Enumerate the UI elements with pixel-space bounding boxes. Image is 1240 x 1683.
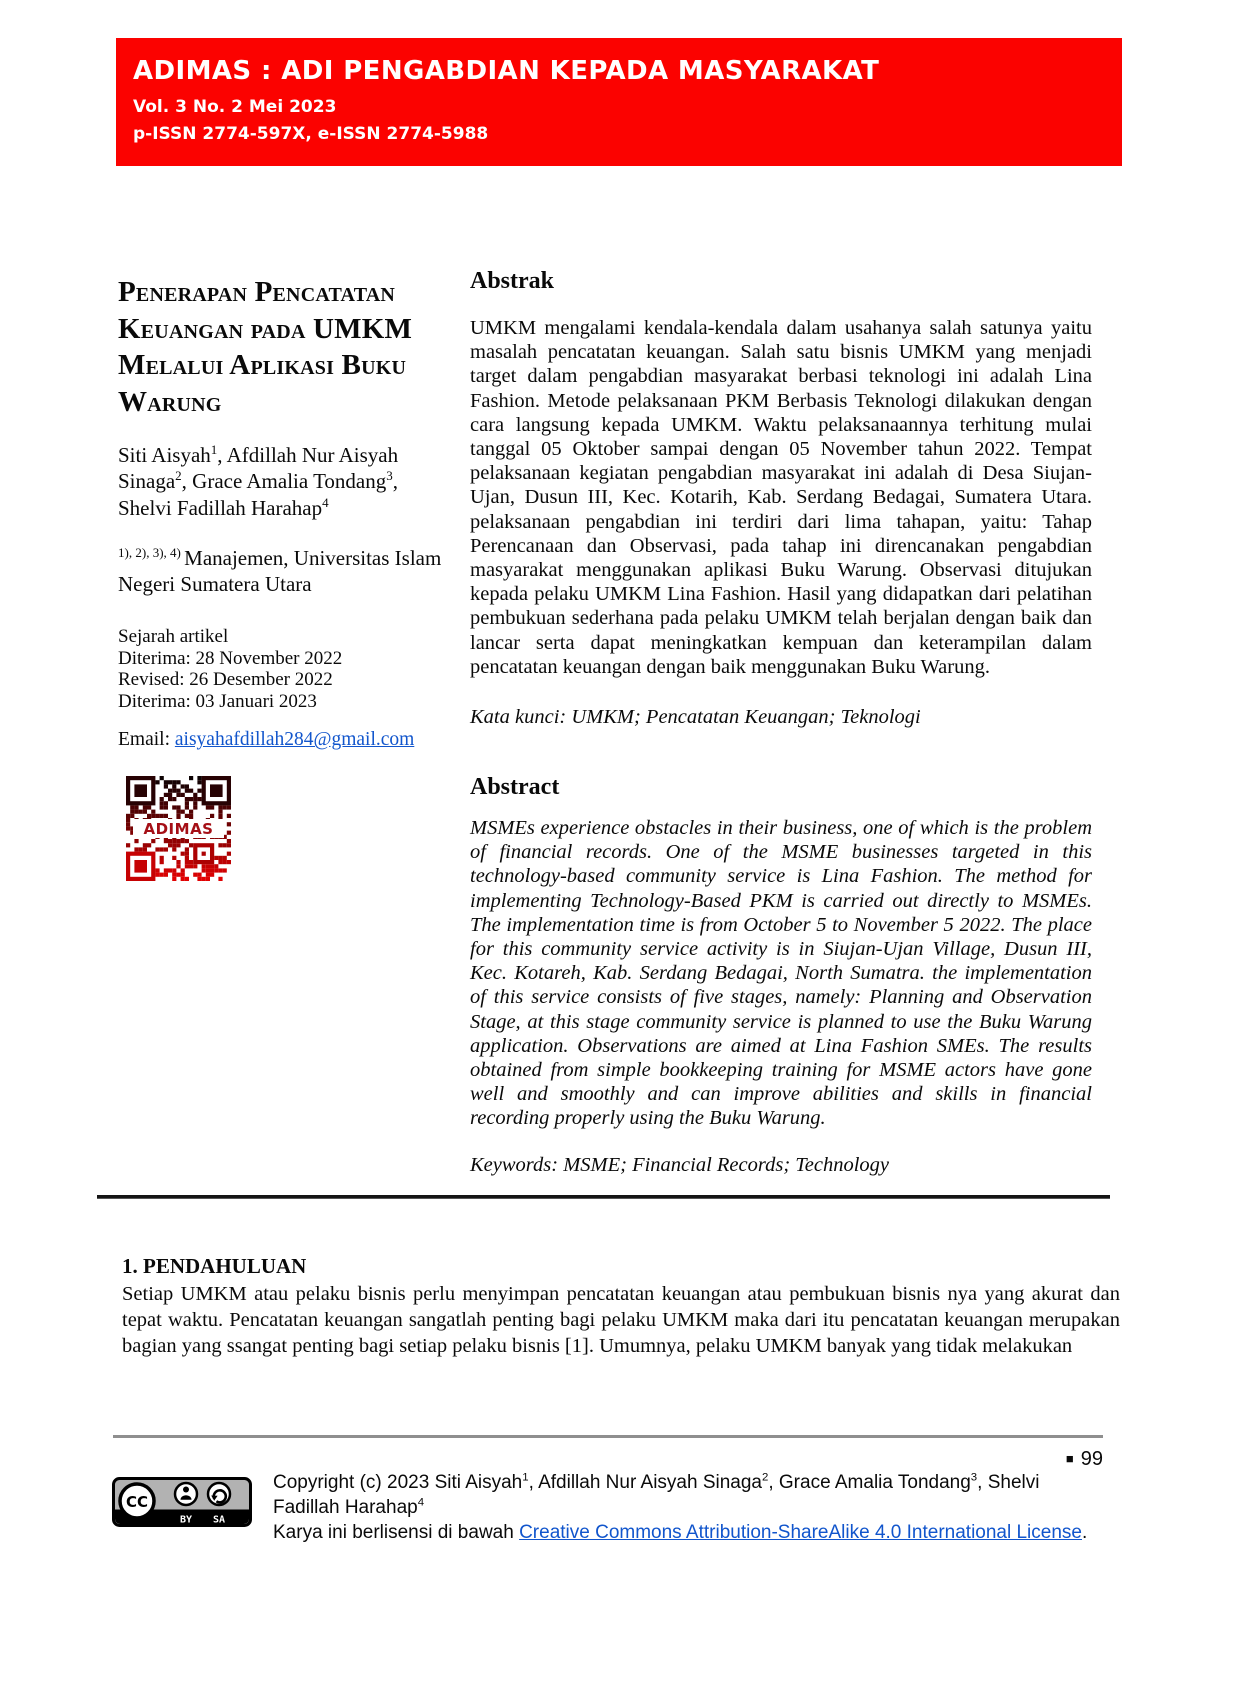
superscript: 2 xyxy=(762,1471,769,1484)
text-run: . xyxy=(1081,1522,1088,1543)
abstrak-heading: Abstrak xyxy=(470,268,555,294)
abstract-body: MSMEs experience obstacles in their business, one of which is the problem of financial records. One of the MSME businesses targeted in this technology-based community service is Lina Fashion. The method for implementing Technology-Based PKM is carried out directly to MSMEs. The implementation time is from October 5 to November 5 2022. The place for this community service activity is in Siujan-Ujan Village, Dusun III, Kec. Kotareh, Kab. Serdang Bedagai, North Sumatra. the implementation of this service consists of five stages, namely: Planning and Observation Stage, at this stage community service is planned to use the Buku Warung application. Observations are aimed at Lina Fashion SMEs. The results obtained from simple bookkeeping training for MSME actors have gone well and smoothly and can improve abilities and skills in financial recording properly using the Buku Warung. xyxy=(470,817,1092,1130)
page-marker-square: ■ xyxy=(1065,1451,1074,1466)
keywords: Keywords: MSME; Financial Records; Technology xyxy=(470,1153,890,1176)
page-number-value: 99 xyxy=(1080,1448,1103,1470)
superscript: 3 xyxy=(386,468,393,484)
by-person-head xyxy=(183,1487,189,1493)
cc-logo-text: CC xyxy=(125,1493,149,1511)
history-revised: Revised: 26 Desember 2022 xyxy=(118,669,333,691)
email-link[interactable]: aisyahafdillah284@gmail.com xyxy=(174,729,415,751)
superscript: 3 xyxy=(970,1471,978,1484)
journal-name: ADIMAS : ADI PENGABDIAN KEPADA MASYARAKAT xyxy=(133,56,880,86)
journal-banner xyxy=(116,38,1122,166)
introduction-heading: 1. PENDAHULUAN xyxy=(122,1254,307,1278)
kata-kunci: Kata kunci: UMKM; Pencatatan Keuangan; Teknologi xyxy=(470,706,921,729)
superscript: 2 xyxy=(175,468,182,484)
history-accepted: Diterima: 03 Januari 2023 xyxy=(118,690,317,712)
history-label: Sejarah artikel xyxy=(118,626,229,648)
article-history xyxy=(118,626,448,712)
introduction-paragraph: Setiap UMKM atau pelaku bisnis perlu menyimpan pencatatan keuangan atau pembukuan bisnis nya yang akurat dan tepat waktu. Pencatatan keuangan sangatlah penting bagi pelaku UMKM maka dari itu pencatatan keuangan merupakan bagian yang ssangat penting bagi setiap pelaku bisnis [1]. Umumnya, pelaku UMKM banyak yang tidak melakukan xyxy=(122,1283,1120,1357)
email-row xyxy=(118,729,448,751)
text-run: Karya ini berlisensi di bawah xyxy=(273,1522,520,1543)
footer-copyright xyxy=(273,1470,1105,1520)
footer-rule xyxy=(113,1435,1103,1438)
qr-label: ADIMAS xyxy=(143,820,214,839)
article-affiliation xyxy=(118,545,448,598)
journal-volume: Vol. 3 No. 2 Mei 2023 xyxy=(133,97,337,117)
footer-license-line xyxy=(273,1520,1105,1545)
text-run: Copyright (c) 2023 Siti Aisyah xyxy=(273,1472,523,1493)
superscript: 4 xyxy=(322,494,329,510)
cc-by-sa-badge-image xyxy=(112,1477,252,1527)
by-person-icon xyxy=(175,1483,197,1505)
text-run: Manajemen, Universitas Islam Negeri Sumatera Utara xyxy=(118,545,442,597)
text-run: , Afdillah Nur Aisyah Sinaga xyxy=(528,1472,762,1493)
article-title: Penerapan Pencatatan Keuangan pada UMKM Melalui Aplikasi Buku Warung xyxy=(118,276,413,418)
superscript: 1 xyxy=(210,442,218,457)
page-number xyxy=(1066,1448,1103,1471)
cc-by-label: BY xyxy=(179,1514,193,1526)
section-divider-rule xyxy=(97,1195,1110,1199)
article-meta-column xyxy=(118,274,448,881)
superscript: 4 xyxy=(417,1496,425,1509)
introduction-section xyxy=(122,1254,1120,1359)
qr-code-image xyxy=(126,776,231,881)
text-run: , Shelvi Fadillah Harahap xyxy=(118,469,399,520)
abstract-heading: Abstract xyxy=(470,774,560,801)
cc-license-link[interactable]: Creative Commons Attribution-ShareAlike 4.0 International License xyxy=(519,1522,1082,1543)
abstrak-body: UMKM mengalami kendala-kendala dalam usahanya salah satunya yaitu masalah pencatatan keuangan. Salah satu bisnis UMKM yang menjadi target dalam pengabdian masyarakat berbasi teknologi ini adalah Lina Fashion. Metode pelaksanaan PKM Berbasis Teknologi dilakukan dengan cara langsung kepada UMKM. Waktu pelaksanaannya terhitung mulai tanggal 05 Oktober sampai dengan 05 November tahun 2022. Tempat pelaksanaan kegiatan pengabdian masyarakat ini adalah di Desa Siujan-Ujan, Dusun III, Kec. Kotarih, Kab. Serdang Bedagai, Sumatera Utara. pelaksanaan pengabdian ini terdiri dari lima tahapan, yaitu: Tahap Perencanaan dan Observasi, pada tahap ini direncanakan pengabdian masyarakat menggunakan aplikasi Buku Warung. Observasi ditujukan kepada pelaku UMKM Lina Fashion. Hasil yang didapatkan dari pelatihan pembukuan sederhana pada pelaku UMKM telah berjalan dengan baik dan lancar serta dapat meningkatkan kempuan dan keterampilan dalam pencatatan keuangan dengan baik menggunakan Buku Warung. xyxy=(470,317,1092,678)
cc-by-sa-badge xyxy=(112,1477,252,1527)
text-run: , Afdillah Nur Aisyah Sinaga xyxy=(118,443,399,494)
abstract-column xyxy=(470,266,1092,1178)
footer-license-block xyxy=(273,1470,1105,1545)
text-run: Siti Aisyah xyxy=(118,443,211,467)
history-received: Diterima: 28 November 2022 xyxy=(118,647,343,669)
cc-sa-label: SA xyxy=(212,1514,226,1526)
qr-code xyxy=(126,776,231,881)
journal-issn: p-ISSN 2774-597X, e-ISSN 2774-5988 xyxy=(133,124,489,144)
text-run: , Grace Amalia Tondang xyxy=(181,469,387,494)
text-run: , Shelvi Fadillah Harahap xyxy=(273,1472,1040,1518)
article-authors xyxy=(118,442,448,521)
superscript: 1 xyxy=(522,1471,529,1484)
text-run: , Grace Amalia Tondang xyxy=(768,1472,971,1493)
email-label: Email: xyxy=(118,729,175,751)
superscript: 1), 2), 3), 4) xyxy=(118,544,185,560)
